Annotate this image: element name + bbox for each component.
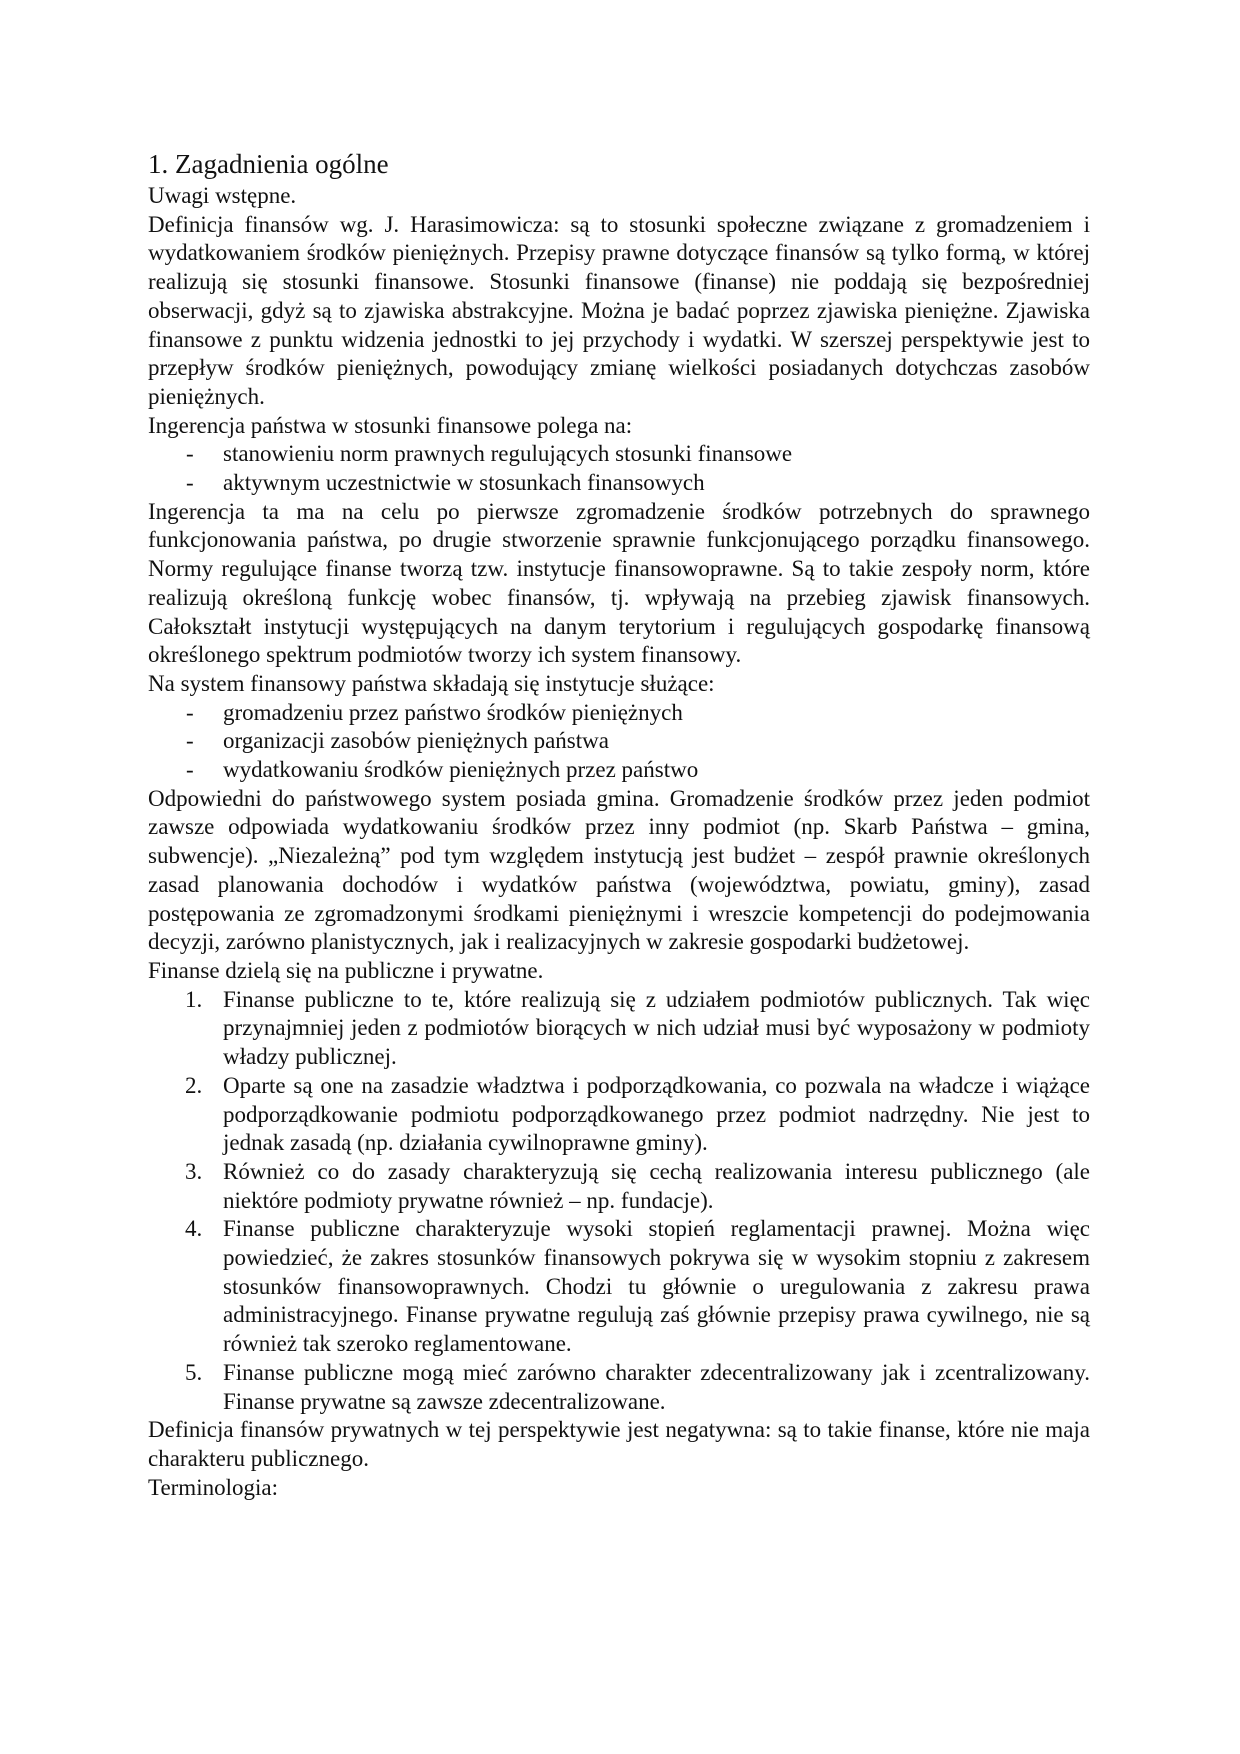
- list-item: [148, 699, 1090, 728]
- list-item: [148, 1072, 1090, 1158]
- list-item: [148, 727, 1090, 756]
- dash-bullet: -: [186, 699, 194, 725]
- section-heading: 1. Zagadnienia ogólne: [148, 149, 389, 179]
- paragraph-intervention-intro: Ingerencja państwa w stosunki finansowe polega na:: [148, 412, 633, 438]
- list-item-text: Finanse publiczne charakteryzuje wysoki stopień reglamentacji prawnej. Można więc powiedzieć, że zakres stosunków finansowych pokrywa się w wysokim stopniu z zakresem stosunków finansowoprawnych. Chodzi tu głównie o uregulowania z zakresu prawa administracyjnego. Finanse prywatne regulują zaś głównie przepisy prawa cywilnego, nie są również tak szeroko reglamentowane.: [223, 1216, 1090, 1357]
- list-item: [148, 1359, 1090, 1416]
- public-finance-features-list: [148, 986, 1090, 1417]
- list-item-text: organizacji zasobów pieniężnych państwa: [223, 728, 609, 754]
- paragraph-terminology: Terminologia:: [148, 1474, 278, 1500]
- paragraph-private-finance-definition: Definicja finansów prywatnych w tej perspektywie jest negatywna: są to takie finanse, które nie maja charakteru publicznego.: [148, 1417, 1090, 1471]
- list-item: [148, 986, 1090, 1072]
- intervention-list: [148, 440, 1090, 497]
- list-item-text: aktywnym uczestnictwie w stosunkach finansowych: [223, 470, 705, 496]
- list-number: 4.: [185, 1216, 203, 1242]
- list-item-text: Finanse publiczne mogą mieć zarówno charakter zdecentralizowany jak i zcentralizowany. Finanse prywatne są zawsze zdecentralizowane.: [223, 1359, 1090, 1414]
- dash-bullet: -: [186, 441, 194, 467]
- list-item-text: Oparte są one na zasadzie władztwa i podporządkowania, co pozwala na władcze i wiążące podporządkowanie podmiotu podporządkowanego przez podmiot nadrzędny. Nie jest to jednak zasadą (np. działania cywilnoprawne gminy).: [223, 1072, 1090, 1156]
- system-institutions-list: [148, 699, 1090, 785]
- paragraph-definition: Definicja finansów wg. J. Harasimowicza: są to stosunki społeczne związane z gromadzeniem i wydatkowaniem środków pieniężnych. Przepisy prawne dotyczące finansów są tylko formą, w której realizują się stosunki finansowe. Stosunki finansowe (finanse) nie poddają się bezpośredniej obserwacji, gdyż są to zjawiska abstrakcyjne. Można je badać poprzez zjawiska pieniężne. Zjawiska finansowe z punktu widzenia jednostki to jej przychody i wydatki. W szerszej perspektywie jest to przepływ środków pieniężnych, powodujący zmianę wielkości posiadanych dotychczas zasobów pieniężnych.: [148, 211, 1090, 409]
- list-item: [148, 440, 1090, 469]
- paragraph-finance-division: Finanse dzielą się na publiczne i prywatne.: [148, 957, 544, 983]
- document-page: [148, 148, 1090, 1502]
- list-item-text: gromadzeniu przez państwo środków pieniężnych: [223, 699, 683, 725]
- list-item-text: wydatkowaniu środków pieniężnych przez państwo: [223, 757, 699, 783]
- list-item-text: stanowieniu norm prawnych regulujących stosunki finansowe: [223, 441, 793, 467]
- list-item: [148, 1215, 1090, 1359]
- paragraph-system-intro: Na system finansowy państwa składają się instytucje służące:: [148, 670, 715, 696]
- list-item-text: Finanse publiczne to te, które realizują się z udziałem podmiotów publicznych. Tak więc przynajmniej jeden z podmiotów biorących w nich udział musi być wyposażony w podmioty władzy publicznej.: [223, 986, 1090, 1070]
- list-item-text: Również co do zasady charakteryzują się cechą realizowania interesu publicznego (ale niektóre podmioty prywatne również – np. fundacje).: [223, 1158, 1090, 1213]
- list-item: [148, 756, 1090, 785]
- subheading: Uwagi wstępne.: [148, 183, 297, 208]
- list-number: 1.: [185, 986, 203, 1012]
- list-item: [148, 469, 1090, 498]
- dash-bullet: -: [186, 728, 194, 754]
- dash-bullet: -: [186, 470, 194, 496]
- paragraph-intervention-goal: Ingerencja ta ma na celu po pierwsze zgromadzenie środków potrzebnych do sprawnego funkcjonowania państwa, po drugie stworzenie sprawnie funkcjonującego porządku finansowego. Normy regulujące finanse tworzą tzw. instytucje finansowoprawne. Są to takie zespoły norm, które realizują określoną funkcję wobec finansów, tj. wpływają na przebieg zjawisk finansowych. Całokształt instytucji występujących na danym terytorium i regulujących gospodarkę finansową określonego spektrum podmiotów tworzy ich system finansowy.: [148, 498, 1090, 668]
- list-number: 2.: [185, 1072, 203, 1098]
- paragraph-budget: Odpowiedni do państwowego system posiada gmina. Gromadzenie środków przez jeden podmiot zawsze odpowiada wydatkowaniu środków przez inny podmiot (np. Skarb Państwa – gmina, subwencje). „Niezależną” pod tym względem instytucją jest budżet – zespół prawnie określonych zasad planowania dochodów i wydatków państwa (województwa, powiatu, gminy), zasad postępowania ze zgromadzonymi środkami pieniężnymi i wreszcie kompetencji do podejmowania decyzji, zarówno planistycznych, jak i realizacyjnych w zakresie gospodarki budżetowej.: [148, 785, 1090, 955]
- list-number: 3.: [185, 1158, 203, 1184]
- list-number: 5.: [185, 1359, 203, 1385]
- dash-bullet: -: [186, 757, 194, 783]
- list-item: [148, 1158, 1090, 1215]
